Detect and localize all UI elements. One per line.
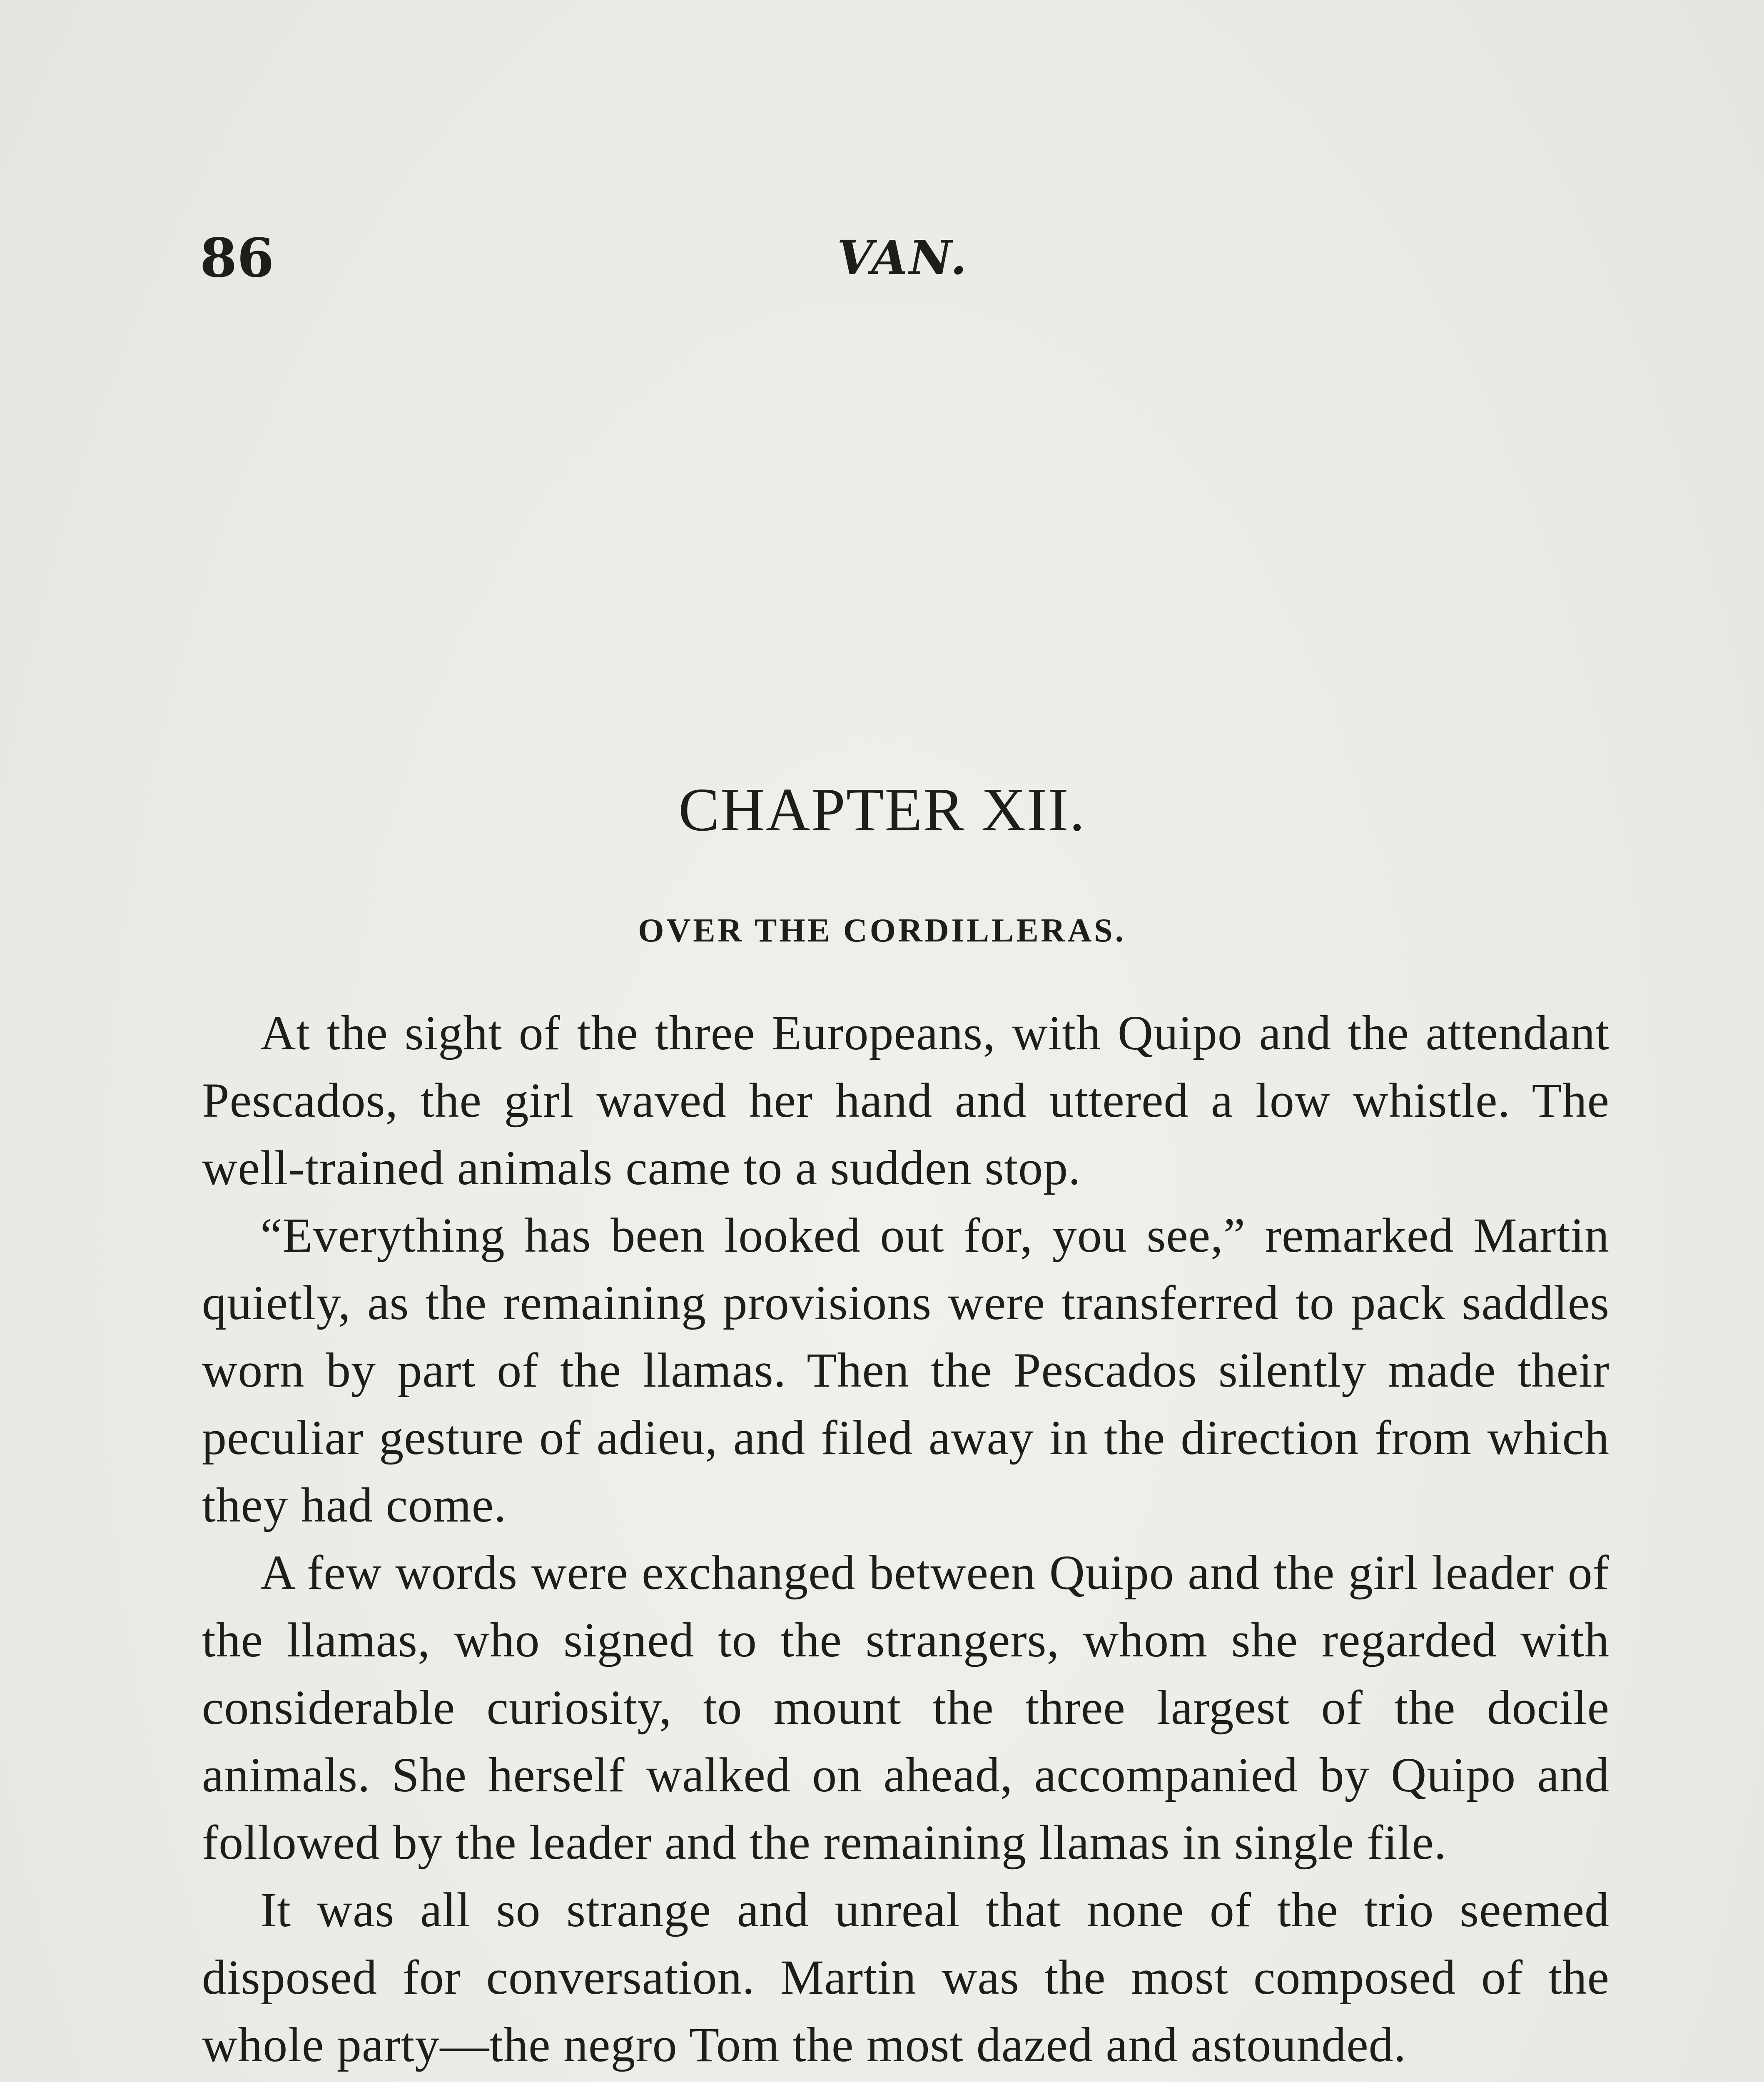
chapter-title: CHAPTER XII. <box>678 776 1086 844</box>
chapter-subtitle: OVER THE CORDILLERAS. <box>638 912 1126 949</box>
page-number: 86 <box>200 227 274 289</box>
paragraph: At the sight of the three Europeans, with Quipo and the attendant Pescados, the girl waved her hand and uttered a low whistle. The well-trained animals came to a sudden stop. <box>202 1006 1610 1195</box>
paragraph: “Everything has been looked out for, you see,” remarked Martin quietly, as the remaining provisions were transferred to pack saddles worn by part of the llamas. Then the Pescados silently made their peculiar gesture of adieu, and filed away in the direction from which they had come. <box>202 1208 1610 1532</box>
paragraph: It was all so strange and unreal that none of the trio seemed disposed for conversation. Martin was the most composed of the whole party—the negro Tom the most dazed and astounded. <box>202 1883 1610 2072</box>
running-title: VAN. <box>837 231 969 285</box>
running-head <box>0 227 1764 294</box>
body-text <box>202 999 1610 2082</box>
paragraph: A few words were exchanged between Quipo and the girl leader of the llamas, who signed to the strangers, whom she regarded with considerable curiosity, to mount the three largest of the docile animals. She herself walked on ahead, accompanied by Quipo and followed by the leader and the remaining llamas in single file. <box>202 1545 1610 1870</box>
paragraph <box>202 2079 1610 2082</box>
